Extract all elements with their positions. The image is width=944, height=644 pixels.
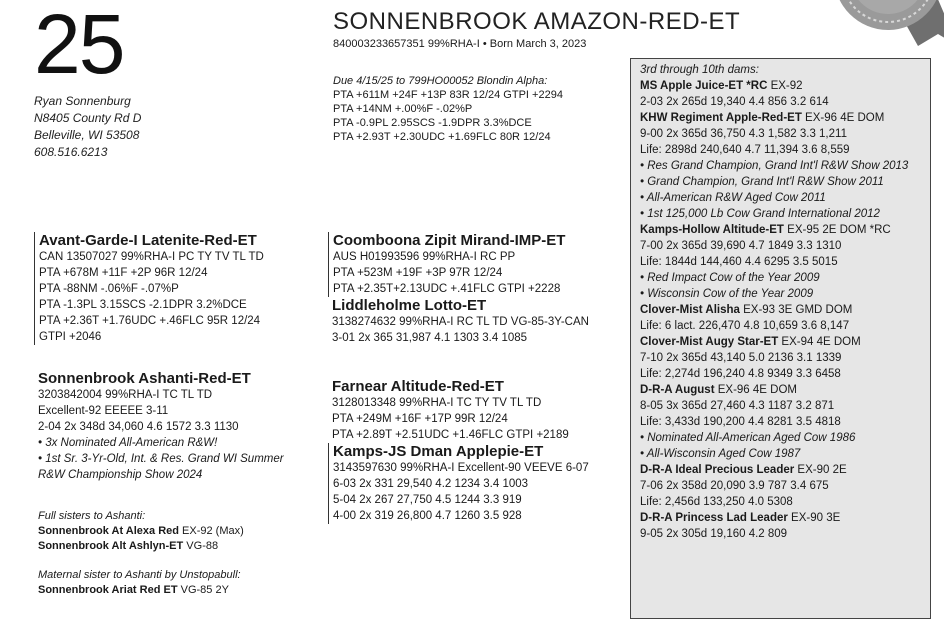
sire-lines: [34, 232, 264, 345]
dam-entry-record: Life: 6 lact. 226,470 4.8 10,659 3.6 8,147: [640, 320, 850, 332]
dam-line: 3203842004 99%RHA-I TC TL TD: [38, 389, 213, 401]
mggs-line: PTA +2.89T +2.51UDC +1.46FLC GTPI +2189: [332, 429, 569, 441]
dam-entry-score: EX-90 2E: [794, 464, 847, 476]
dam-block: [34, 370, 284, 483]
consignor-address: [34, 93, 141, 161]
mgs-block: [328, 232, 589, 346]
mggs-line: 3128013348 99%RHA-I TC TY TV TL TD: [332, 397, 542, 409]
dam-entry-score: EX-94 4E DOM: [778, 336, 861, 348]
mgs-line: PTA +523M +19F +3P 97R 12/24: [333, 267, 503, 279]
dam-entry-note: • Grand Champion, Grand Int'l R&W Show 2011: [640, 176, 884, 188]
due-info: [333, 74, 563, 144]
dam-entry-score: EX-95 2E DOM *RC: [783, 224, 891, 236]
dam-entry-header: [640, 462, 930, 478]
sister-score: VG-88: [183, 540, 219, 552]
dam-entry-header: [640, 78, 930, 94]
due-line: Due 4/15/25 to 799HO00052 Blondin Alpha:: [333, 75, 548, 87]
consignor-city: Belleville, WI 53508: [34, 128, 140, 142]
lot-number: 25: [34, 0, 124, 91]
dam-entry-name: Clover-Mist Alisha: [640, 304, 740, 316]
dam-entry-header: [640, 334, 930, 350]
dam-entry-note: • 1st 125,000 Lb Cow Grand International 2012: [640, 208, 880, 220]
dams-entries: [640, 78, 930, 542]
dam-honor: • 3x Nominated All-American R&W!: [38, 437, 218, 449]
dam-entry-record: Life: 3,433d 190,200 4.4 8281 3.5 4818: [640, 416, 841, 428]
dam-entry-record: 9-00 2x 365d 36,750 4.3 1,582 3.3 1,211: [640, 128, 847, 140]
dam-line: 2-04 2x 348d 34,060 4.6 1572 3.3 1130: [38, 421, 239, 433]
dam-entry-record: 8-05 3x 365d 27,460 4.3 1187 3.2 871: [640, 400, 835, 412]
gdam-line: 3-01 2x 365 31,987 4.1 1303 3.4 1085: [332, 332, 528, 344]
maternal-sister-score: VG-85 2Y: [177, 584, 229, 596]
mgs-name: Coomboona Zipit Mirand-IMP-ET: [333, 232, 566, 249]
mggs-lines: [328, 378, 589, 443]
consignor-name: Ryan Sonnenburg: [34, 94, 131, 108]
dams-heading: 3rd through 10th dams:: [640, 64, 759, 76]
mggs-line: PTA +249M +16F +17P 99R 12/24: [332, 413, 508, 425]
due-stat: PTA -0.9PL 2.95SCS -1.9DPR 3.3%DCE: [333, 117, 532, 129]
dam-entry-name: Clover-Mist Augy Star-ET: [640, 336, 779, 348]
dam-entry-note: • Res Grand Champion, Grand Int'l R&W Show 2013: [640, 160, 909, 172]
dam-entry-record: Life: 1844d 144,460 4.4 6295 3.5 5015: [640, 256, 838, 268]
dam-entry-note: • Nominated All-American Aged Cow 1986: [640, 432, 856, 444]
sire-line: PTA +678M +11F +2P 96R 12/24: [39, 267, 208, 279]
dam-line: Excellent-92 EEEEE 3-11: [38, 405, 169, 417]
dam-honor: R&W Championship Show 2024: [38, 469, 203, 481]
sire-name: Avant-Garde-I Latenite-Red-ET: [39, 232, 257, 249]
animal-name: SONNENBROOK AMAZON-RED-ET: [333, 8, 741, 35]
dam-entry-record: 9-05 2x 305d 19,160 4.2 809: [640, 528, 788, 540]
dam-entry-header: [640, 302, 930, 318]
sire-line: PTA +2.36T +1.76UDC +.46FLC 95R 12/24: [39, 315, 261, 327]
sire-line: PTA -1.3PL 3.15SCS -2.1DPR 3.2%DCE: [39, 299, 247, 311]
dam-entry-score: EX-92: [767, 80, 803, 92]
dam-entry-score: EX-96 4E DOM: [801, 112, 885, 124]
dam-entry-score: EX-90 3E: [787, 512, 841, 524]
due-stat: PTA +2.93T +2.30UDC +1.69FLC 80R 12/24: [333, 131, 551, 143]
rosette-icon: [818, 0, 944, 46]
ggdam-line: 3143597630 99%RHA-I Excellent-90 VEEVE 6-07: [333, 462, 589, 474]
ggdam-lines: [328, 443, 589, 524]
consignor-street: N8405 County Rd D: [34, 111, 142, 125]
sister-score: EX-92 (Max): [178, 525, 244, 537]
mgs-line: AUS H01993596 99%RHA-I RC PP: [333, 251, 516, 263]
dam-entry-score: EX-96 4E DOM: [714, 384, 797, 396]
dam-entry-record: Life: 2,456d 133,250 4.0 5308: [640, 496, 793, 508]
gdam-lines: [328, 297, 589, 346]
dam-entry-score: EX-93 3E GMD DOM: [739, 304, 853, 316]
consignor-phone: 608.516.6213: [34, 145, 108, 159]
maternal-sister-label: Maternal sister to Ashanti by Unstopabull:: [38, 569, 241, 581]
dam-entry-record: 2-03 2x 265d 19,340 4.4 856 3.2 614: [640, 96, 829, 108]
dam-entry-name: D-R-A Ideal Precious Leader: [640, 464, 795, 476]
dam-entry-name: Kamps-Hollow Altitude-ET: [640, 224, 784, 236]
dams-box: [630, 58, 931, 619]
dam-entry-header: [640, 510, 930, 526]
dam-entry-record: Life: 2,274d 196,240 4.8 9349 3.3 6458: [640, 368, 841, 380]
dam-entry-record: 7-10 2x 365d 43,140 5.0 2136 3.1 1339: [640, 352, 842, 364]
due-stat: PTA +611M +24F +13P 83R 12/24 GTPI +2294: [333, 89, 563, 101]
dam-entry-note: • All-Wisconsin Aged Cow 1987: [640, 448, 801, 460]
ggdam-line: 4-00 2x 319 26,800 4.7 1260 3.5 928: [333, 510, 522, 522]
maternal-sister-name: Sonnenbrook Ariat Red ET: [38, 584, 178, 596]
dam-entry-record: Life: 2898d 240,640 4.7 11,394 3.6 8,559: [640, 144, 850, 156]
sire-block: [34, 232, 264, 345]
dam-entry-header: [640, 110, 930, 126]
ggdam-line: 5-04 2x 267 27,750 4.5 1244 3.3 919: [333, 494, 522, 506]
due-stat: PTA +14NM +.00%F -.02%P: [333, 103, 473, 115]
animal-id-line: 840003233657351 99%RHA-I • Born March 3, 2023: [333, 38, 587, 50]
sister-name: Sonnenbrook Alt Ashlyn-ET: [38, 540, 184, 552]
full-sisters-label: Full sisters to Ashanti:: [38, 510, 146, 522]
sire-line: GTPI +2046: [39, 331, 102, 343]
sire-line: CAN 13507027 99%RHA-I PC TY TV TL TD: [39, 251, 264, 263]
dam-entry-record: 7-00 2x 365d 39,690 4.7 1849 3.3 1310: [640, 240, 842, 252]
ggdam-name: Kamps-JS Dman Applepie-ET: [333, 443, 544, 460]
sister-name: Sonnenbrook At Alexa Red: [38, 525, 179, 537]
dam-entry-note: • All-American R&W Aged Cow 2011: [640, 192, 826, 204]
mgs-line: PTA +2.35T+2.13UDC +.41FLC GTPI +2228: [333, 283, 561, 295]
dam-entry-name: MS Apple Juice-ET *RC: [640, 80, 768, 92]
dam-entry-header: [640, 222, 930, 238]
dam-entry-name: KHW Regiment Apple-Red-ET: [640, 112, 802, 124]
dam-entry-name: D-R-A Princess Lad Leader: [640, 512, 788, 524]
dam-entry-name: D-R-A August: [640, 384, 715, 396]
dam-lines: [34, 370, 284, 483]
ggdam-line: 6-03 2x 331 29,540 4.2 1234 3.4 1003: [333, 478, 529, 490]
dam-entry-record: 7-06 2x 358d 20,090 3.9 787 3.4 675: [640, 480, 829, 492]
sisters-block: [38, 509, 244, 598]
gdam-line: 3138274632 99%RHA-I RC TL TD VG-85-3Y-CAN: [332, 316, 589, 328]
dam-entry-note: • Red Impact Cow of the Year 2009: [640, 272, 820, 284]
dam-name: Sonnenbrook Ashanti-Red-ET: [38, 370, 251, 387]
mggs-block: [328, 378, 589, 524]
dam-honor: • 1st Sr. 3-Yr-Old, Int. & Res. Grand WI Summer: [38, 453, 284, 465]
gdam-name: Liddleholme Lotto-ET: [332, 297, 487, 314]
dam-entry-note: • Wisconsin Cow of the Year 2009: [640, 288, 814, 300]
dam-entry-header: [640, 382, 930, 398]
mggs-name: Farnear Altitude-Red-ET: [332, 378, 504, 395]
mgs-lines: [328, 232, 589, 297]
sire-line: PTA -88NM -.06%F -.07%P: [39, 283, 179, 295]
